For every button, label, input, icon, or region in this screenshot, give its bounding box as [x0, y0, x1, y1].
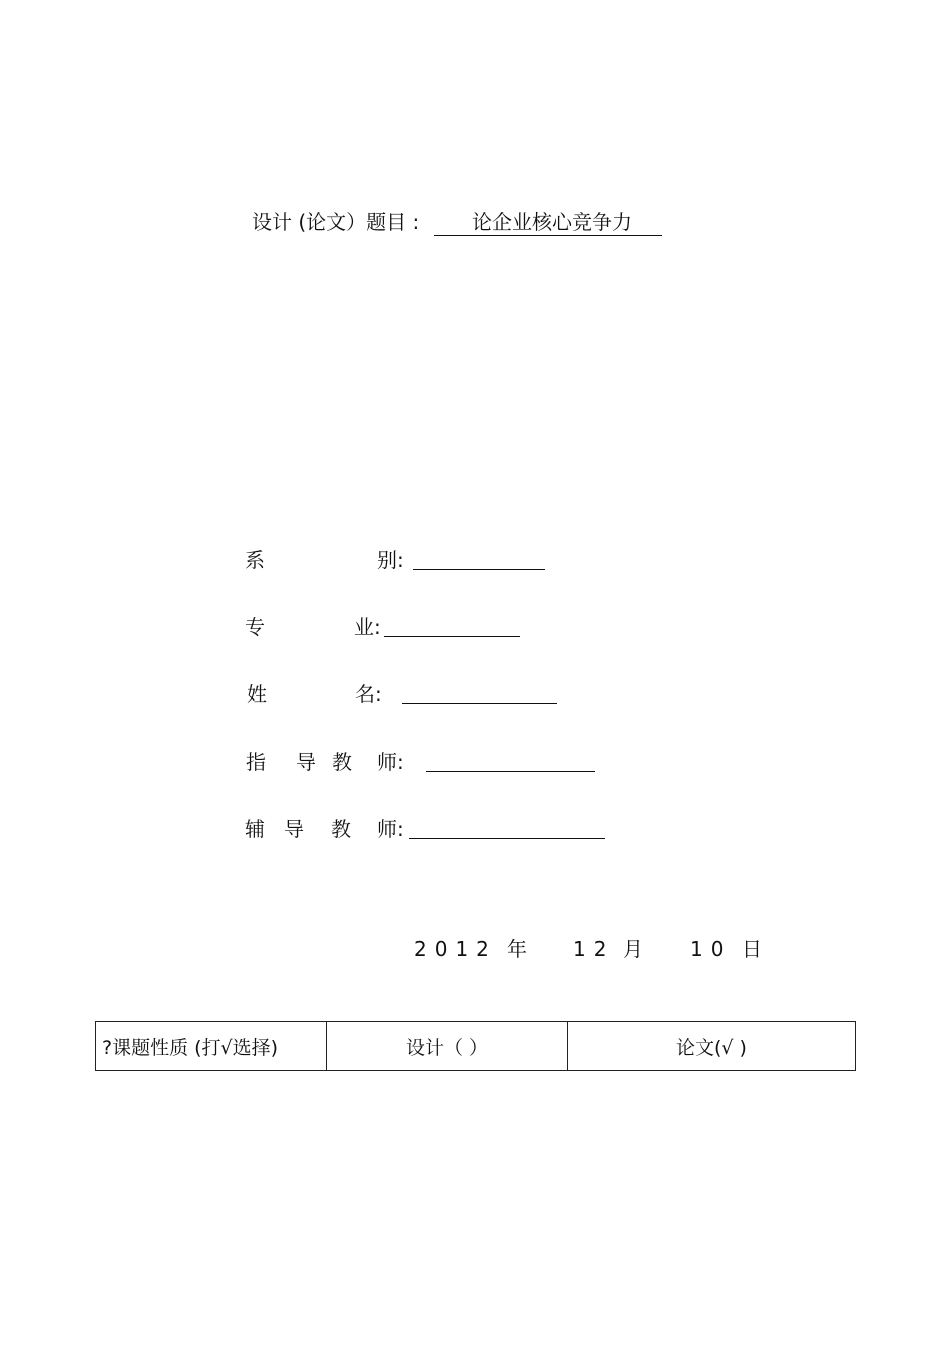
field-name-char-1: 姓: [247, 682, 267, 706]
field-advisor: [246, 749, 426, 775]
field-major-char-1: 专: [245, 615, 265, 639]
date-month-unit: 月: [623, 937, 651, 961]
field-major: [245, 614, 395, 640]
date-day-unit: 日: [742, 937, 770, 961]
field-name-char-2: 名:: [355, 682, 382, 706]
field-advisor-char-1: 指: [246, 750, 266, 774]
field-advisor-char-2: 导: [296, 750, 316, 774]
field-name: [247, 681, 407, 707]
field-assistant-advisor-char-4: 师:: [377, 817, 404, 841]
field-department-char-1: 系: [245, 548, 265, 572]
field-advisor-line[interactable]: [426, 771, 595, 772]
date-day: 10: [690, 937, 732, 961]
thesis-option[interactable]: 论文(√ ): [568, 1022, 856, 1071]
field-assistant-advisor-char-1: 辅: [245, 817, 265, 841]
field-department: [245, 547, 415, 573]
field-advisor-char-4: 师:: [377, 750, 404, 774]
date-year-unit: 年: [507, 937, 535, 961]
field-assistant-advisor: [245, 816, 425, 842]
field-assistant-advisor-char-2: 导: [284, 817, 304, 841]
date-year: 2012: [414, 937, 497, 961]
field-assistant-advisor-line[interactable]: [409, 838, 605, 839]
field-advisor-char-3: 教: [332, 750, 352, 774]
field-name-line[interactable]: [402, 703, 557, 704]
topic-nature-label: ?课题性质 (打√选择): [96, 1022, 327, 1071]
title-value: 论企业核心竞争力: [434, 209, 662, 236]
topic-nature-table: [95, 1021, 856, 1071]
field-major-line[interactable]: [384, 636, 520, 637]
field-department-char-2: 别:: [377, 548, 404, 572]
date-month: 12: [573, 937, 615, 961]
design-option[interactable]: 设计（ ）: [327, 1022, 568, 1071]
title-label: 设计 (论文）题目 :: [252, 210, 420, 234]
field-assistant-advisor-char-3: 教: [331, 817, 351, 841]
field-major-char-2: 业:: [354, 615, 381, 639]
table-row: [96, 1022, 856, 1071]
field-department-line[interactable]: [413, 569, 545, 570]
